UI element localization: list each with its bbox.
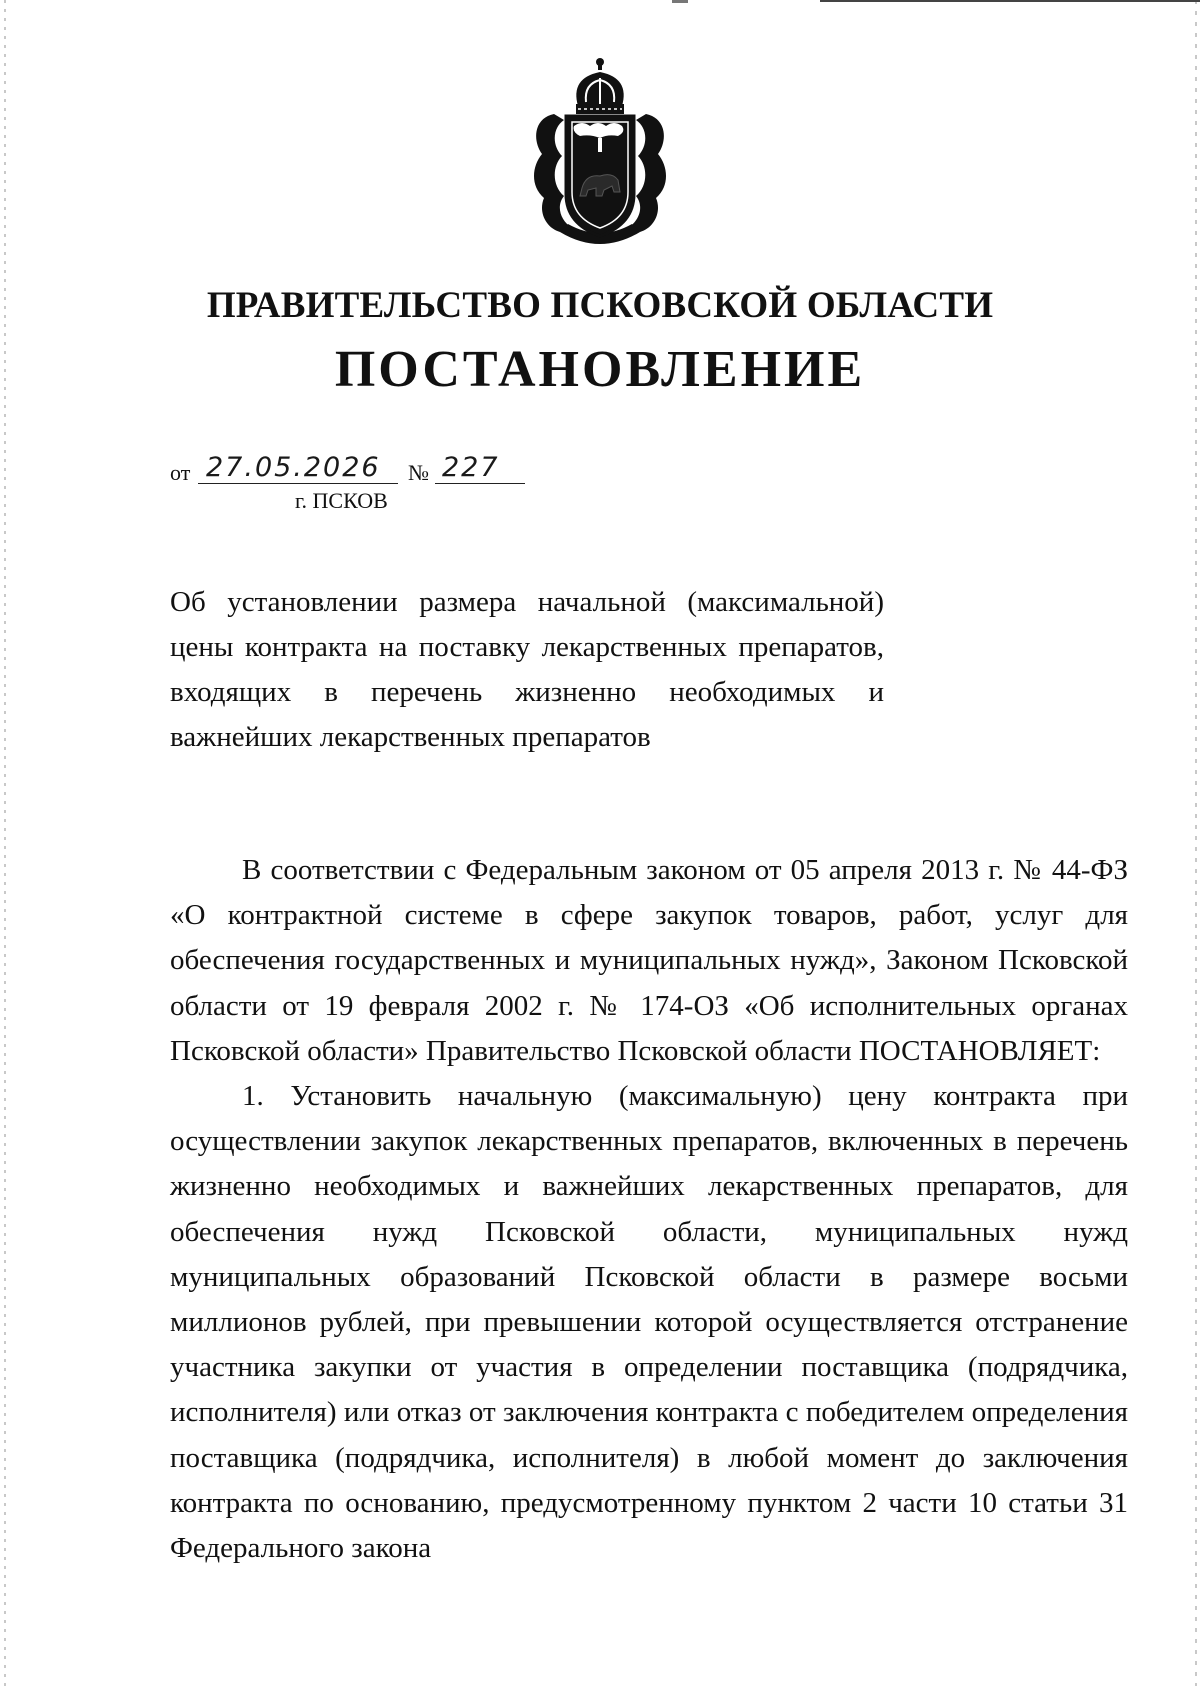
scan-edge-right bbox=[1195, 0, 1197, 1686]
document-type-title: ПОСТАНОВЛЕНИЕ bbox=[334, 341, 866, 398]
date-underline bbox=[198, 483, 398, 484]
organization-title: ПРАВИТЕЛЬСТВО ПСКОВСКОЙ ОБЛАСТИ bbox=[206, 285, 994, 326]
scan-edge-top bbox=[820, 0, 1200, 2]
scan-speck bbox=[672, 0, 688, 3]
document-number: 227 bbox=[442, 452, 500, 483]
document-subject: Об установлении размера начальной (максимальной) цены контракта на поставку лекарственных препаратов, входящих в перечень жизненно необходимых и важнейших лекарственных препаратов bbox=[170, 586, 884, 753]
item-1-paragraph: 1. Установить начальную (максимальную) цену контракта при осуществлении закупок лекарственных препаратов, включенных в перечень жизненно необходимых и важнейших лекарственных препаратов, для обеспечения нужд Псковской области, муниципальных нужд муниципальных образований Псковской области в размере восьми миллионов рублей, при превышении которой осуществляется отстранение участника закупки от участия в определении поставщика (подрядчика, исполнителя) или отказ от заключения контракта с победителем определения поставщика (подрядчика, исполнителя) в любой момент до заключения контракта по основанию, предусмотренному пунктом 2 части 10 статьи 31 Федерального закона bbox=[170, 1080, 1128, 1565]
preamble-paragraph: В соответствии с Федеральным законом от 05 апреля 2013 г. № 44-ФЗ «О контрактной системе в сфере закупок товаров, работ, услуг для обеспечения государственных и муниципальных нужд», Законом Псковской области от 19 февраля 2002 г. № 174-ОЗ «Об исполнительных органах Псковской области» Правительство Псковской области ПОСТАНОВЛЯЕТ: bbox=[170, 854, 1128, 1067]
number-underline bbox=[435, 483, 525, 484]
document-meta bbox=[170, 452, 530, 492]
date-label: от bbox=[170, 460, 191, 485]
city-label: г. ПСКОВ bbox=[295, 488, 388, 513]
number-label: № bbox=[408, 460, 429, 485]
document-date: 27.05.2026 bbox=[206, 452, 381, 483]
coat-of-arms-icon bbox=[520, 56, 680, 256]
scan-edge-left bbox=[4, 0, 6, 1686]
document-body bbox=[170, 848, 1128, 1571]
